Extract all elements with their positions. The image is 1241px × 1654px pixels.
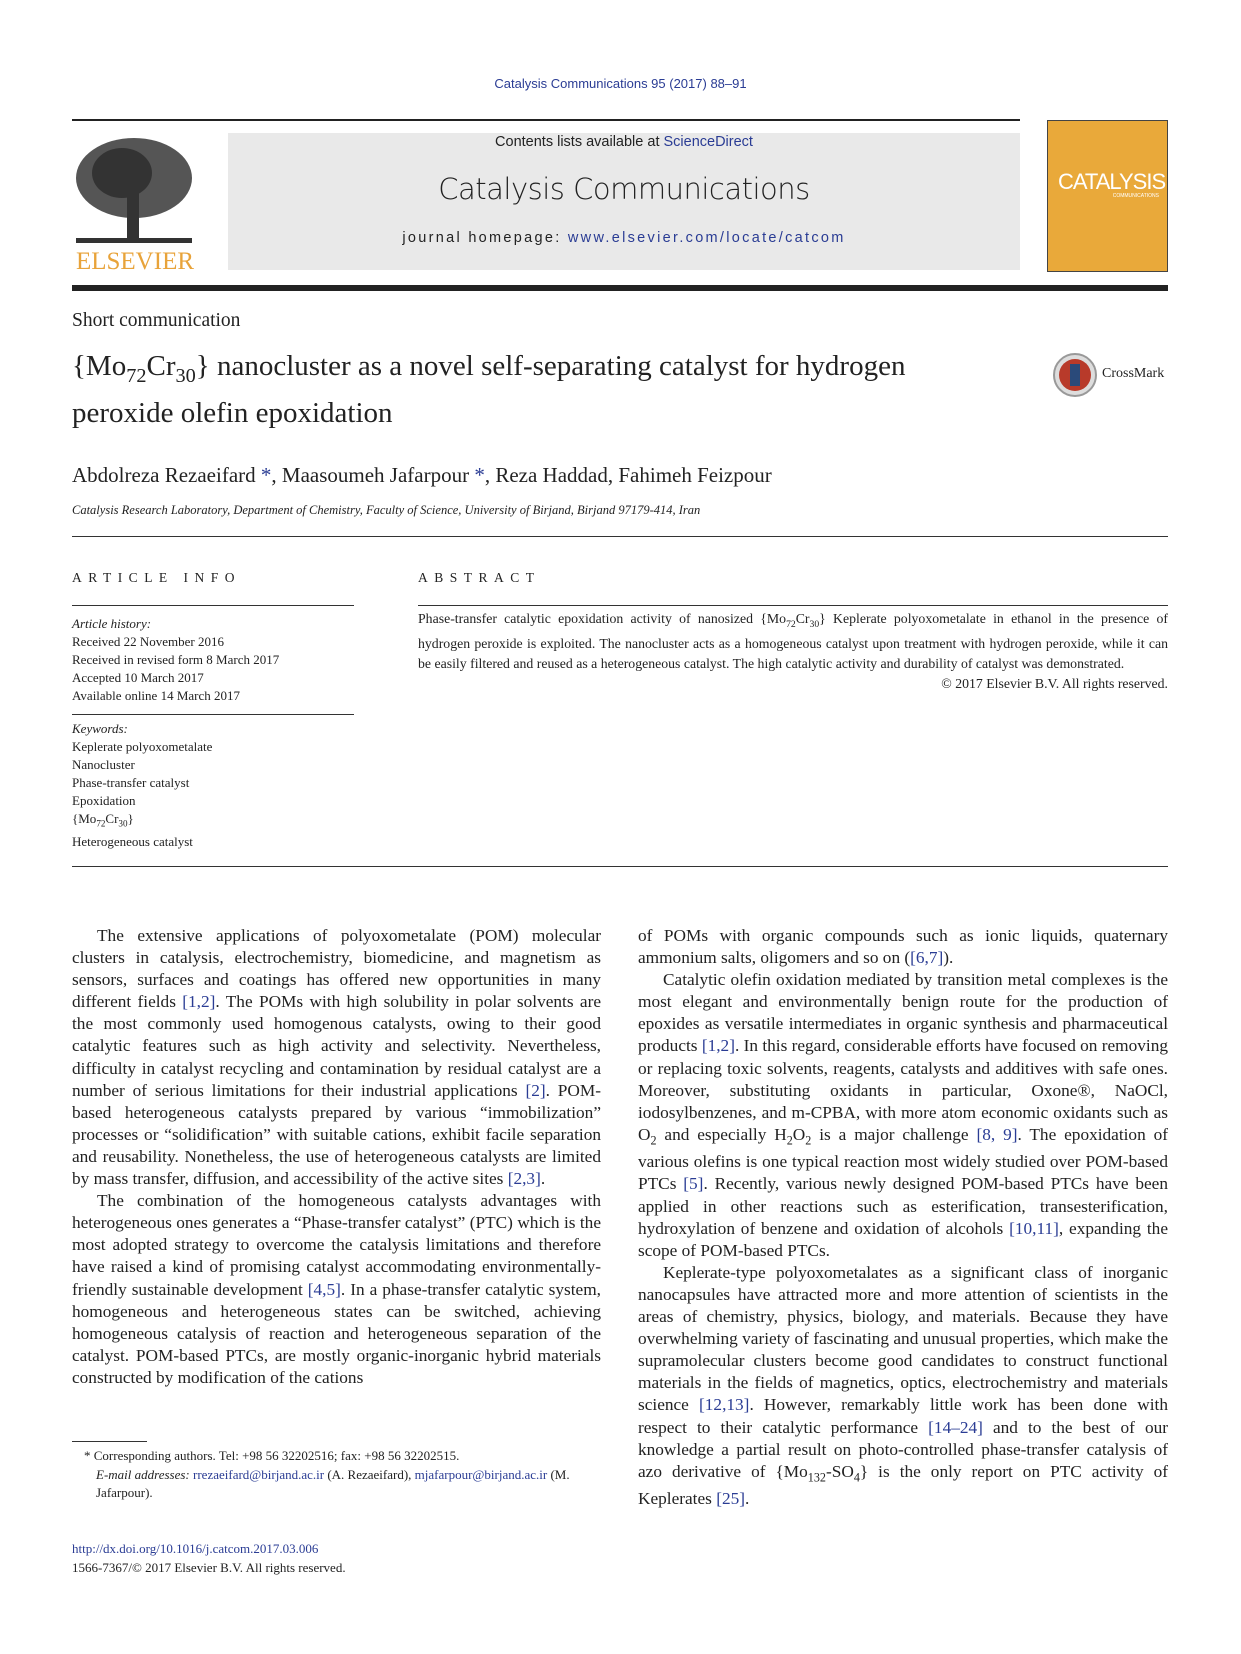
article-type: Short communication: [72, 310, 241, 331]
cover-subtitle: COMMUNICATIONS: [1112, 193, 1159, 199]
affiliation: Catalysis Research Laboratory, Department of Chemistry, Faculty of Science, University of Birjand, Birjand 97179-414, Iran: [72, 503, 701, 517]
history-item: Received in revised form 8 March 2017: [72, 652, 280, 667]
reference-link[interactable]: mjafarpour@birjand.ac.ir: [414, 1466, 548, 1482]
homepage-line: [228, 230, 1020, 246]
reference-link[interactable]: [2,3]: [507, 1169, 541, 1189]
homepage-label: journal homepage:: [402, 230, 568, 246]
subscript: 2: [650, 1133, 657, 1148]
divider: [72, 605, 354, 606]
reference-link[interactable]: [6,7]: [910, 948, 944, 968]
journal-banner: [228, 133, 1020, 270]
reference-link[interactable]: [8, 9]: [976, 1124, 1018, 1144]
divider: [72, 866, 1168, 867]
reference-link[interactable]: [2]: [525, 1080, 546, 1100]
reference-link[interactable]: [25]: [716, 1489, 746, 1509]
keyword: Phase-transfer catalyst: [72, 775, 190, 790]
abstract-copyright: © 2017 Elsevier B.V. All rights reserved.: [941, 675, 1168, 691]
history-item: Received 22 November 2016: [72, 634, 224, 649]
corresponding-note: * Corresponding authors. Tel: +98 56 32202516; fax: +98 56 32202515.: [84, 1448, 460, 1463]
crossmark-button[interactable]: [1052, 352, 1170, 398]
keyword: Heterogeneous catalyst: [72, 833, 193, 849]
paragraph: Catalytic olefin oxidation mediated by transition metal complexes is the most elegant and environmentally benign route for the production of epoxides as versatile intermediates in organic synthesis and pharmaceutical products [1,2]. In this regard, considerable efforts have focused on removing or replacing toxic solvents, reagents, catalysts and additives with safe ones. Moreover, substituting oxidants in particular, Oxone®, NaOCl, iodosylbenzenes, and m-CPBA, with more atom economic oxidants such as $O_2$ and especially $H_2O_2$ is a major challenge [8, 9]. The epoxidation of various olefins is one typical reaction most widely studied over POM-based PTCs [5]. Recently, various newly designed POM-based PTCs have been applied in other reactions such as esterification, transesterification, hydroxylation of benzene and oxidation of alcohols [10,11], expanding the scope of POM-based PTCs.: [638, 970, 1168, 1260]
history-item: Available online 14 March 2017: [72, 688, 240, 703]
journal-title: Catalysis Communications: [438, 172, 810, 206]
abstract: [418, 609, 1168, 693]
divider: [72, 536, 1168, 537]
footnote: [72, 1447, 601, 1503]
history-label: Article history:: [72, 616, 152, 631]
body-column-left: [72, 925, 601, 1389]
publisher-logo-text: ELSEVIER: [75, 248, 195, 273]
crossmark-icon: [1052, 352, 1098, 398]
reference-link[interactable]: *: [474, 463, 485, 487]
elsevier-logo: [72, 133, 198, 273]
reference-link[interactable]: [12,13]: [699, 1395, 750, 1415]
subscript: 72: [96, 818, 106, 829]
header-bar: [72, 285, 1168, 291]
tree-icon: [72, 133, 198, 273]
divider: [72, 119, 1020, 121]
reference-link[interactable]: rrezaeifard@birjand.ac.ir: [193, 1466, 325, 1482]
paragraph: The extensive applications of polyoxometalate (POM) molecular clusters in catalysis, electrochemistry, biomedicine, and magnetism as sensors, surfaces and coatings has offered new opportunities in many different fields [1,2]. The POMs with high solubility in polar solvents are the most commonly used homogenous catalysts, owing to their good catalytic features such as high activity and selectivity. Nevertheless, difficulty in catalyst recycling and contamination by residual catalyst are a number of serious limitations for their industrial applications [2]. POM-based heterogeneous catalysts prepared by various “immobilization” processes or “solidification” with suitable cations, exhibit facile separation and reusability. Nonetheless, the use of heterogeneous catalysts are limited by mass transfer, diffusion, and accessibility of the active sites [2,3].: [72, 926, 601, 1189]
paragraph: The combination of the homogeneous catalysts advantages with heterogeneous ones generates a “Phase-transfer catalyst” (PTC) which is the most adopted strategy to overcome the catalysis limitations and therefore have raised a kind of promising catalyst accommodating environmentally-friendly sustainable development [4,5]. In a phase-transfer catalytic system, homogeneous and heterogeneous states can be switched, achieving homogeneous catalysis of reaction and heterogeneous separation of the catalyst. POM-based PTCs, are mostly organic-inorganic hybrid materials constructed by modification of the cations: [72, 1191, 601, 1387]
cover-title: CATALYSIS: [1058, 169, 1166, 194]
keywords: [72, 720, 352, 851]
reference-link[interactable]: [5]: [683, 1174, 704, 1194]
paragraph: Keplerate-type polyoxometalates as a significant class of inorganic nanocapsules have attracted more and more attention of scientists in the areas of chemistry, physics, biology, and materials. Because they have overwhelming variety of fascinating and unusual properties, which make the supramolecular clusters become good candidates to construct functional materials in the fields of magnetics, optics, electrochemistry and materials science [12,13]. However, remarkably little work has been done with respect to their catalytic performance [14–24] and to the best of our knowledge a partial result on photo-controlled phase-transfer catalysis of azo derivative of $\{Mo_{132}-SO_4\}$ is the only report on PTC activity of Keplerates [25].: [638, 1262, 1169, 1509]
doi-link[interactable]: http://dx.doi.org/10.1016/j.catcom.2017.03.006: [72, 1541, 319, 1556]
homepage-link[interactable]: www.elsevier.com/locate/catcom: [567, 230, 846, 246]
reference-link[interactable]: [14–24]: [928, 1417, 983, 1437]
subscript: 2: [805, 1133, 812, 1148]
journal-cover: [1047, 120, 1168, 272]
keyword: Nanocluster: [72, 757, 135, 772]
crossmark-label: CrossMark: [1102, 366, 1165, 381]
reference-link[interactable]: [1,2]: [182, 992, 216, 1012]
article-title: $\{Mo_{72}Cr_{30}\}$ nanocluster as a novel self-separating catalyst for hydrogen peroxide olefin epoxidation: [72, 350, 906, 429]
divider: [72, 714, 354, 715]
author-list: Abdolreza Rezaeifard *, Maasoumeh Jafarpour *, Reza Haddad, Fahimeh Feizpour: [72, 463, 772, 487]
contents-line: [228, 134, 1020, 150]
subscript: 4: [853, 1470, 860, 1485]
email-addresses: E-mail addresses: rrezaeifard@birjand.ac.ir (A. Rezaeifard), mjafarpour@birjand.ac.ir (M. Jafarpour).: [96, 1466, 570, 1500]
paragraph: of POMs with organic compounds such as ionic liquids, quaternary ammonium salts, oligomers and so on ([6,7]).: [638, 926, 1168, 968]
reference-link[interactable]: [1,2]: [701, 1036, 735, 1056]
abstract-text: Phase-transfer catalytic epoxidation activity of nanosized $\{Mo_{72}Cr_{30}\}$ Keplerate polyoxometalate in ethanol in the presence of hydrogen peroxide is exploited. The nanocluster acts as a homogeneous catalyst upon treatment with hydrogen peroxide, while it can be easily filtered and reused as a heterogeneous catalyst. The high catalytic activity and durability of catalyst was demonstrated.: [418, 611, 1168, 671]
reference-link[interactable]: [10,11]: [1009, 1218, 1059, 1238]
abstract-heading: ABSTRACT: [418, 570, 541, 585]
keyword: Epoxidation: [72, 793, 136, 808]
keywords-label: Keywords:: [72, 721, 128, 736]
label: E-mail addresses:: [96, 1466, 194, 1482]
contents-label: Contents lists available at: [495, 134, 664, 150]
sciencedirect-link[interactable]: ScienceDirect: [663, 134, 753, 150]
doi-block: [72, 1540, 346, 1577]
body-column-right: [638, 925, 1168, 1510]
history-item: Accepted 10 March 2017: [72, 670, 204, 685]
article-history: [72, 615, 352, 705]
subscript: 72: [786, 618, 796, 630]
subscript: 30: [118, 818, 128, 829]
journal-citation-link[interactable]: Catalysis Communications 95 (2017) 88–91: [494, 76, 747, 91]
footnote-divider: [72, 1441, 147, 1442]
reference-link[interactable]: *: [260, 463, 272, 487]
article-info-heading: ARTICLE INFO: [72, 570, 242, 585]
keyword: Keplerate polyoxometalate: [72, 739, 213, 754]
keyword: $\{Mo_{72}Cr_{30}\}$: [72, 811, 134, 829]
subscript: 2: [786, 1133, 793, 1148]
reference-link[interactable]: [4,5]: [307, 1279, 341, 1299]
subscript: 30: [175, 364, 196, 387]
subscript: 132: [807, 1470, 826, 1485]
issn-copyright: 1566-7367/© 2017 Elsevier B.V. All rights reserved.: [72, 1559, 346, 1575]
subscript: 72: [126, 364, 147, 387]
divider: [418, 605, 1168, 606]
subscript: 30: [809, 618, 820, 630]
